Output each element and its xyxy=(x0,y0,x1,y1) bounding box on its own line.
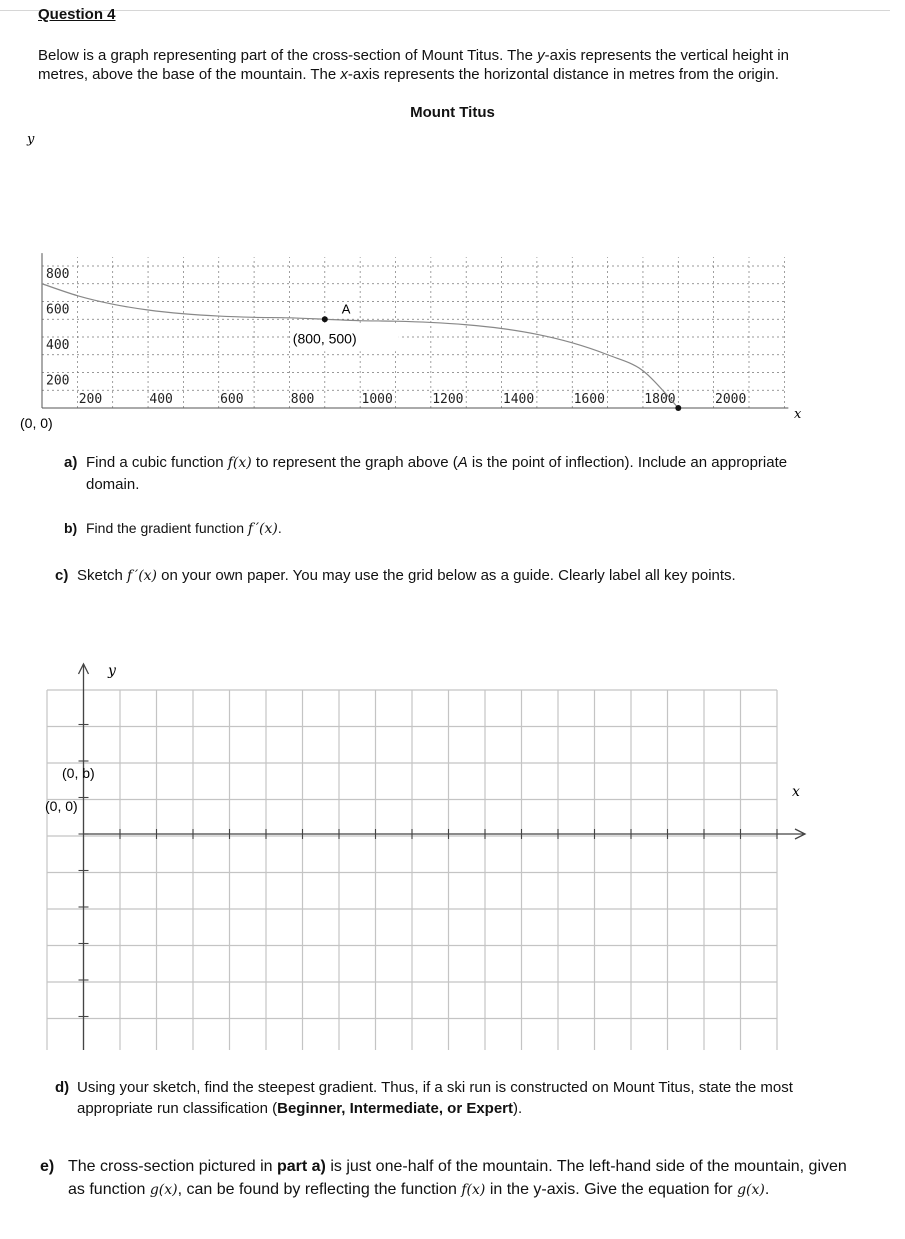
point-a-coordinates: (800, 500) xyxy=(292,330,357,347)
x-tick-label: 200 xyxy=(78,392,103,407)
top-divider xyxy=(0,10,890,11)
chart-title: Mount Titus xyxy=(410,104,495,121)
point-a-label: A xyxy=(341,301,351,317)
chart-annotations xyxy=(291,301,682,411)
sketch-origin-label: (0, 0) xyxy=(45,798,78,814)
sketch-point-label: (0, b) xyxy=(62,765,95,781)
x-tick-label: 1600 xyxy=(573,392,605,407)
inflection-point-a xyxy=(322,316,328,322)
x-tick-label: 1000 xyxy=(361,392,393,407)
part-b: b) Find the gradient function f ′(x). xyxy=(64,520,282,537)
x-tick-label: 600 xyxy=(220,392,244,407)
x-axis-label: x xyxy=(794,407,802,422)
part-c: c) Sketch f ′(x) on your own paper. You may use the grid below as a guide. Clearly label all key points. xyxy=(55,567,736,584)
y-axis-label: y xyxy=(27,132,35,147)
part-a: a) Find a cubic function f(x) to represent the graph above (A is the point of inflection). Include an appropriate domain. xyxy=(64,454,788,493)
x-intercept-point xyxy=(675,405,681,411)
chart-grid xyxy=(42,257,784,408)
part-e: e) The cross-section pictured in part a) is just one-half of the mountain. The left-hand side of the mountain, given as function g(x), can be found by reflecting the function f(x) in the y-axis. Give the equation for g(x). xyxy=(40,1158,847,1198)
x-tick-label: 1800 xyxy=(644,392,676,407)
x-tick-label: 800 xyxy=(290,392,315,407)
sketch-y-axis-label: y xyxy=(108,663,116,679)
y-tick-label: 400 xyxy=(46,338,70,353)
mount-titus-chart xyxy=(0,120,905,440)
sketch-grid-chart xyxy=(0,650,905,1050)
x-tick-label: 400 xyxy=(149,392,173,407)
sketch-x-axis-label: x xyxy=(792,784,800,800)
origin-label: (0, 0) xyxy=(20,415,53,431)
x-tick-label: 1400 xyxy=(502,392,535,407)
y-tick-label: 600 xyxy=(46,302,70,318)
y-tick-label: 200 xyxy=(46,373,70,389)
sketch-axes xyxy=(79,664,806,1050)
intro-paragraph: Below is a graph representing part of the cross-section of Mount Titus. The y-axis represents the vertical height in metres, above the base of the mountain. The x-axis represents the horizontal distance in metres from the origin. xyxy=(38,47,789,83)
chart-axes xyxy=(42,253,788,408)
y-tick-label: 800 xyxy=(46,267,70,282)
x-tick-label: 1200 xyxy=(432,392,464,407)
question-title: Question 4 xyxy=(38,6,116,23)
part-d: d) Using your sketch, find the steepest gradient. Thus, if a ski run is constructed on Mount Titus, state the most appropriate run classification (Beginner, Intermediate, or Expert). xyxy=(55,1079,793,1117)
x-tick-label: 2000 xyxy=(715,392,747,407)
sketch-grid-lines xyxy=(47,690,777,1050)
